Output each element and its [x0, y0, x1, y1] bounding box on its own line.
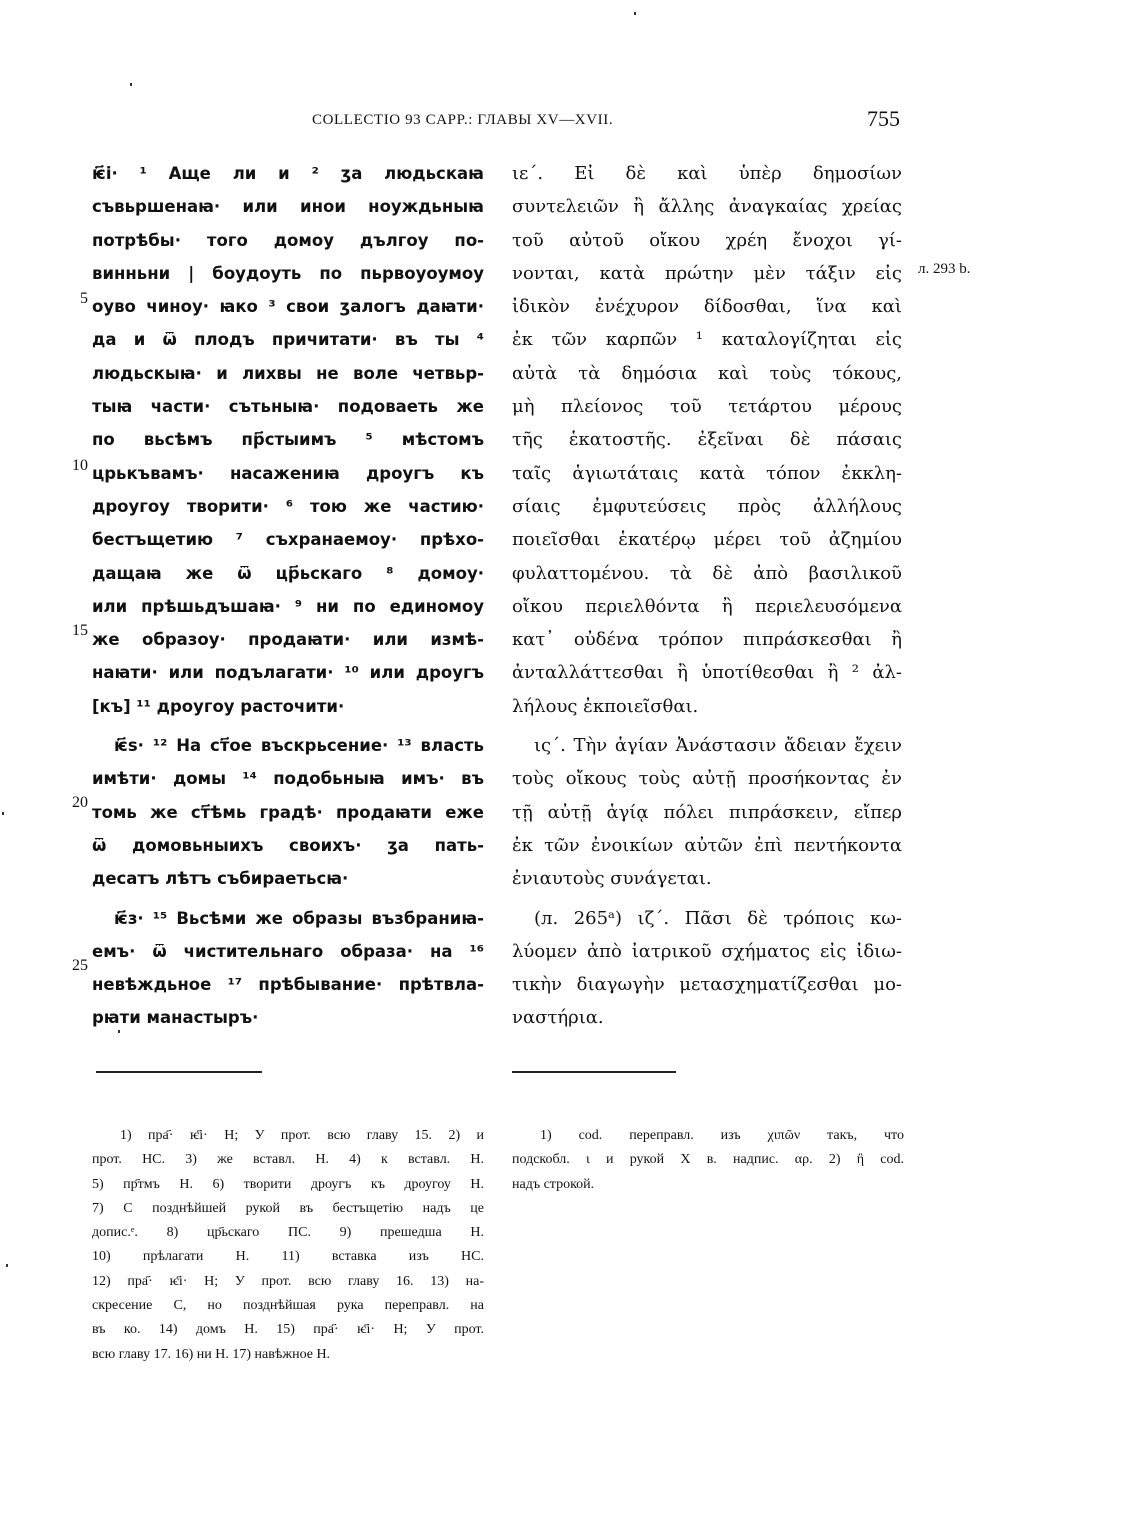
greek-line: ἰδικὸν ἐνέχυρον δίδοσθαι, ἵνα καὶ [512, 296, 902, 318]
page-header [80, 106, 900, 136]
greek-line: τῆς ἑκατοστῆς. ἐξεῖναι δὲ πάσαις [512, 429, 902, 451]
footnote-line: 1) пра҃· ѥ҃і· H; У прот. всю главу 15. 2) и [120, 1128, 484, 1143]
running-head: COLLECTIO 93 CAPP.: ГЛАВЫ XV—XVII. [312, 112, 614, 128]
greek-line: (л. 265ᵃ) ιζ΄. Πᾶσι δὲ τρόποις κω- [534, 907, 902, 929]
footnote-line: 1) cod. переправл. изъ χιπῶν такъ, что [540, 1128, 904, 1143]
scan-speck [2, 812, 4, 815]
greek-line: φυλαττομένου. τὰ δὲ ἀπὸ βασιλικοῦ [512, 562, 902, 584]
slavonic-line: наꙗти· или подълагати· ¹⁰ или дроугъ [92, 663, 484, 683]
slavonic-line: емъ· ѿ чистительнаго образа· на ¹⁶ [92, 941, 484, 961]
footnote-line: надъ строкой. [512, 1176, 595, 1192]
greek-line: κατ᾽ οὐδένα τρόπον πιπράσκεσθαι ἢ [512, 629, 902, 651]
slavonic-line: ѥ҃і· ¹ Аще ли и ² ӡа людьскаꙗ [92, 164, 484, 183]
slavonic-line: съвьршенаꙗ· или инои ноуждьныꙗ [92, 197, 484, 217]
footnote-line: 12) пра҃· ѥ҃і· H; У прот. всю главу 16. 13) на- [92, 1273, 484, 1289]
slavonic-line: же образоу· продаꙗти· или измѣ- [92, 630, 484, 650]
greek-line: λήλους ἐκποιεῖσθαι. [512, 695, 699, 717]
footnote-line: 10) прѣлагати H. 11) вставка изъ HC. [92, 1249, 484, 1265]
footnote-line: всю главу 17. 16) ни H. 17) навѣжное H. [92, 1346, 331, 1362]
slavonic-line: имѣти· домы ¹⁴ подобьныꙗ имъ· въ [92, 769, 484, 789]
line-number: 10 [72, 457, 88, 474]
footnote-rule-left [96, 1071, 262, 1073]
scan-speck [118, 1030, 120, 1033]
slavonic-line: по вьсѣмъ пр҃стыимъ ⁵ мѣстомъ [92, 430, 484, 450]
greek-line: ἀνταλλάττεσθαι ἢ ὑποτίθεσθαι ἢ ² ἀλ- [512, 662, 902, 684]
greek-line: τῇ αὐτῇ ἁγίᾳ πόλει πιπράσκειν, εἴπερ [512, 801, 902, 823]
slavonic-line: дроугоу творити· ⁶ тою же частию· [92, 496, 484, 516]
slavonic-line: ѥ҃з· ¹⁵ Вьсѣми же образы възбраниꙗ- [114, 908, 484, 928]
footnote-line: скресение С, но позднѣйшая рука переправл. на [92, 1298, 484, 1314]
greek-line: ποιεῖσθαι ἑκατέρῳ μέρει τοῦ ἀζημίου [512, 529, 902, 551]
greek-line: συντελειῶν ἢ ἄλλης ἀναγκαίας χρείας [512, 196, 902, 218]
slavonic-line: црькъвамъ· насажениꙗ дроугъ къ [92, 463, 484, 483]
greek-line: ιε΄. Εἰ δὲ καὶ ὑπὲρ δημοσίων [512, 163, 902, 184]
greek-line: οἴκου περιελθόντα ἢ περιελευσόμενα [512, 595, 902, 617]
greek-line: τικὴν διαγωγὴν μετασχηματίζεσθαι μο- [512, 974, 902, 996]
footnote-line: въ ко. 14) домъ H. 15) пра҃· ѥ҃і· H; У прот. [92, 1322, 484, 1338]
slavonic-line: томь же ст҃ѣмь градѣ· продаꙗти еже [92, 802, 484, 822]
slavonic-line: оуво чиноу· ꙗко ³ свои ӡалогъ даꙗти· [92, 297, 484, 317]
footnote-line: 5) пр҃тмъ H. 6) творити дроугъ къ дроугоу H. [92, 1176, 484, 1192]
slavonic-line: тыꙗ части· сътьныꙗ· подоваеть же [92, 397, 484, 417]
slavonic-line: да и ѿ плодъ причитати· въ ты ⁴ [92, 330, 484, 350]
greek-line: ἐνιαυτοὺς συνάγεται. [512, 868, 712, 890]
footnote-line: подскобл. ι и рукой X в. надпис. αρ. 2) ἢ cod. [512, 1152, 904, 1168]
scan-speck [130, 83, 132, 86]
line-number: 20 [72, 794, 88, 811]
greek-line: σίαις ἐμφυτεύσεις πρὸς ἀλλήλους [512, 495, 902, 517]
greek-line: ταῖς ἁγιωτάταις κατὰ τόπον ἐκκλη- [512, 462, 902, 484]
footnote-line: допис.ᵉ. 8) цр҃ьскаго ПС. 9) прешедша H. [92, 1225, 484, 1241]
footnote-line: прот. HC. 3) же вставл. H. 4) к вставл. H. [92, 1152, 484, 1168]
slavonic-line: [къ] ¹¹ дроугоу расточити· [92, 696, 345, 716]
greek-line: τοῦ αὐτοῦ οἴκου χρέη ἔνοχοι γί- [512, 229, 902, 251]
line-number: 15 [72, 622, 88, 639]
slavonic-line: ѥ҃ѕ· ¹² На ст҃ое въскрьсение· ¹³ власть [114, 736, 484, 756]
greek-line: νονται, κατὰ πρώτην μὲν τάξιν εἰς [512, 262, 902, 284]
footnote-line: 7) С позднѣйшей рукой въ бестъщетію надъ це [92, 1200, 484, 1216]
greek-line: ἐκ τῶν ἐνοικίων αὐτῶν ἐπὶ πεντήκοντα [512, 834, 902, 856]
greek-line: μὴ πλείονος τοῦ τετάρτου μέρους [512, 396, 902, 418]
line-number: 5 [80, 290, 88, 307]
greek-line: αὐτὰ τὰ δημόσια καὶ τοὺς τόκους, [512, 362, 902, 384]
margin-folio-note: л. 293 b. [918, 261, 971, 277]
slavonic-line: бестъщетию ⁷ съхранаемоу· прѣхо- [92, 530, 484, 550]
slavonic-line: потрѣбы· того домоу дългоу по- [92, 230, 484, 250]
slavonic-column [92, 157, 484, 1035]
greek-line: ναστήρια. [512, 1007, 604, 1029]
page-number: 755 [867, 106, 900, 131]
greek-line: ἐκ τῶν καρπῶν ¹ καταλογίζηται εἰς [512, 329, 902, 351]
footnotes-slavonic [92, 1124, 484, 1367]
slavonic-line: ѿ домовьныихъ своихъ· ӡа пать- [92, 835, 484, 855]
slavonic-line: невѣждьное ¹⁷ прѣбывание· прѣтвла- [92, 975, 484, 995]
scan-speck [6, 1264, 8, 1267]
footnote-rule-right [512, 1071, 676, 1073]
slavonic-line: рꙗти манастыръ· [92, 1008, 259, 1028]
slavonic-line: или прѣшьдъшаꙗ· ⁹ ни по единомоу [92, 596, 484, 616]
scan-speck [634, 12, 636, 15]
slavonic-line: дащаꙗ же ѿ цр҃ьскаго ⁸ домоу· [92, 563, 484, 583]
slavonic-line: десатъ лѣтъ събираетьсꙗ· [92, 869, 349, 889]
slavonic-line: людьскыꙗ· и лихвы не воле четвьр- [92, 363, 484, 383]
greek-line: λύομεν ἀπὸ ἰατρικοῦ σχήματος εἰς ἰδιω- [512, 940, 902, 962]
footnotes-greek [512, 1124, 904, 1197]
greek-column [512, 157, 902, 1035]
slavonic-line: винньни | боудоуть по пьрвоуоумоу [92, 263, 484, 283]
greek-line: τοὺς οἴκους τοὺς αὐτῇ προσήκοντας ἐν [512, 768, 902, 790]
line-number: 25 [72, 957, 88, 974]
greek-line: ις΄. Τὴν ἁγίαν Ἀνάστασιν ἄδειαν ἔχειν [534, 735, 902, 757]
